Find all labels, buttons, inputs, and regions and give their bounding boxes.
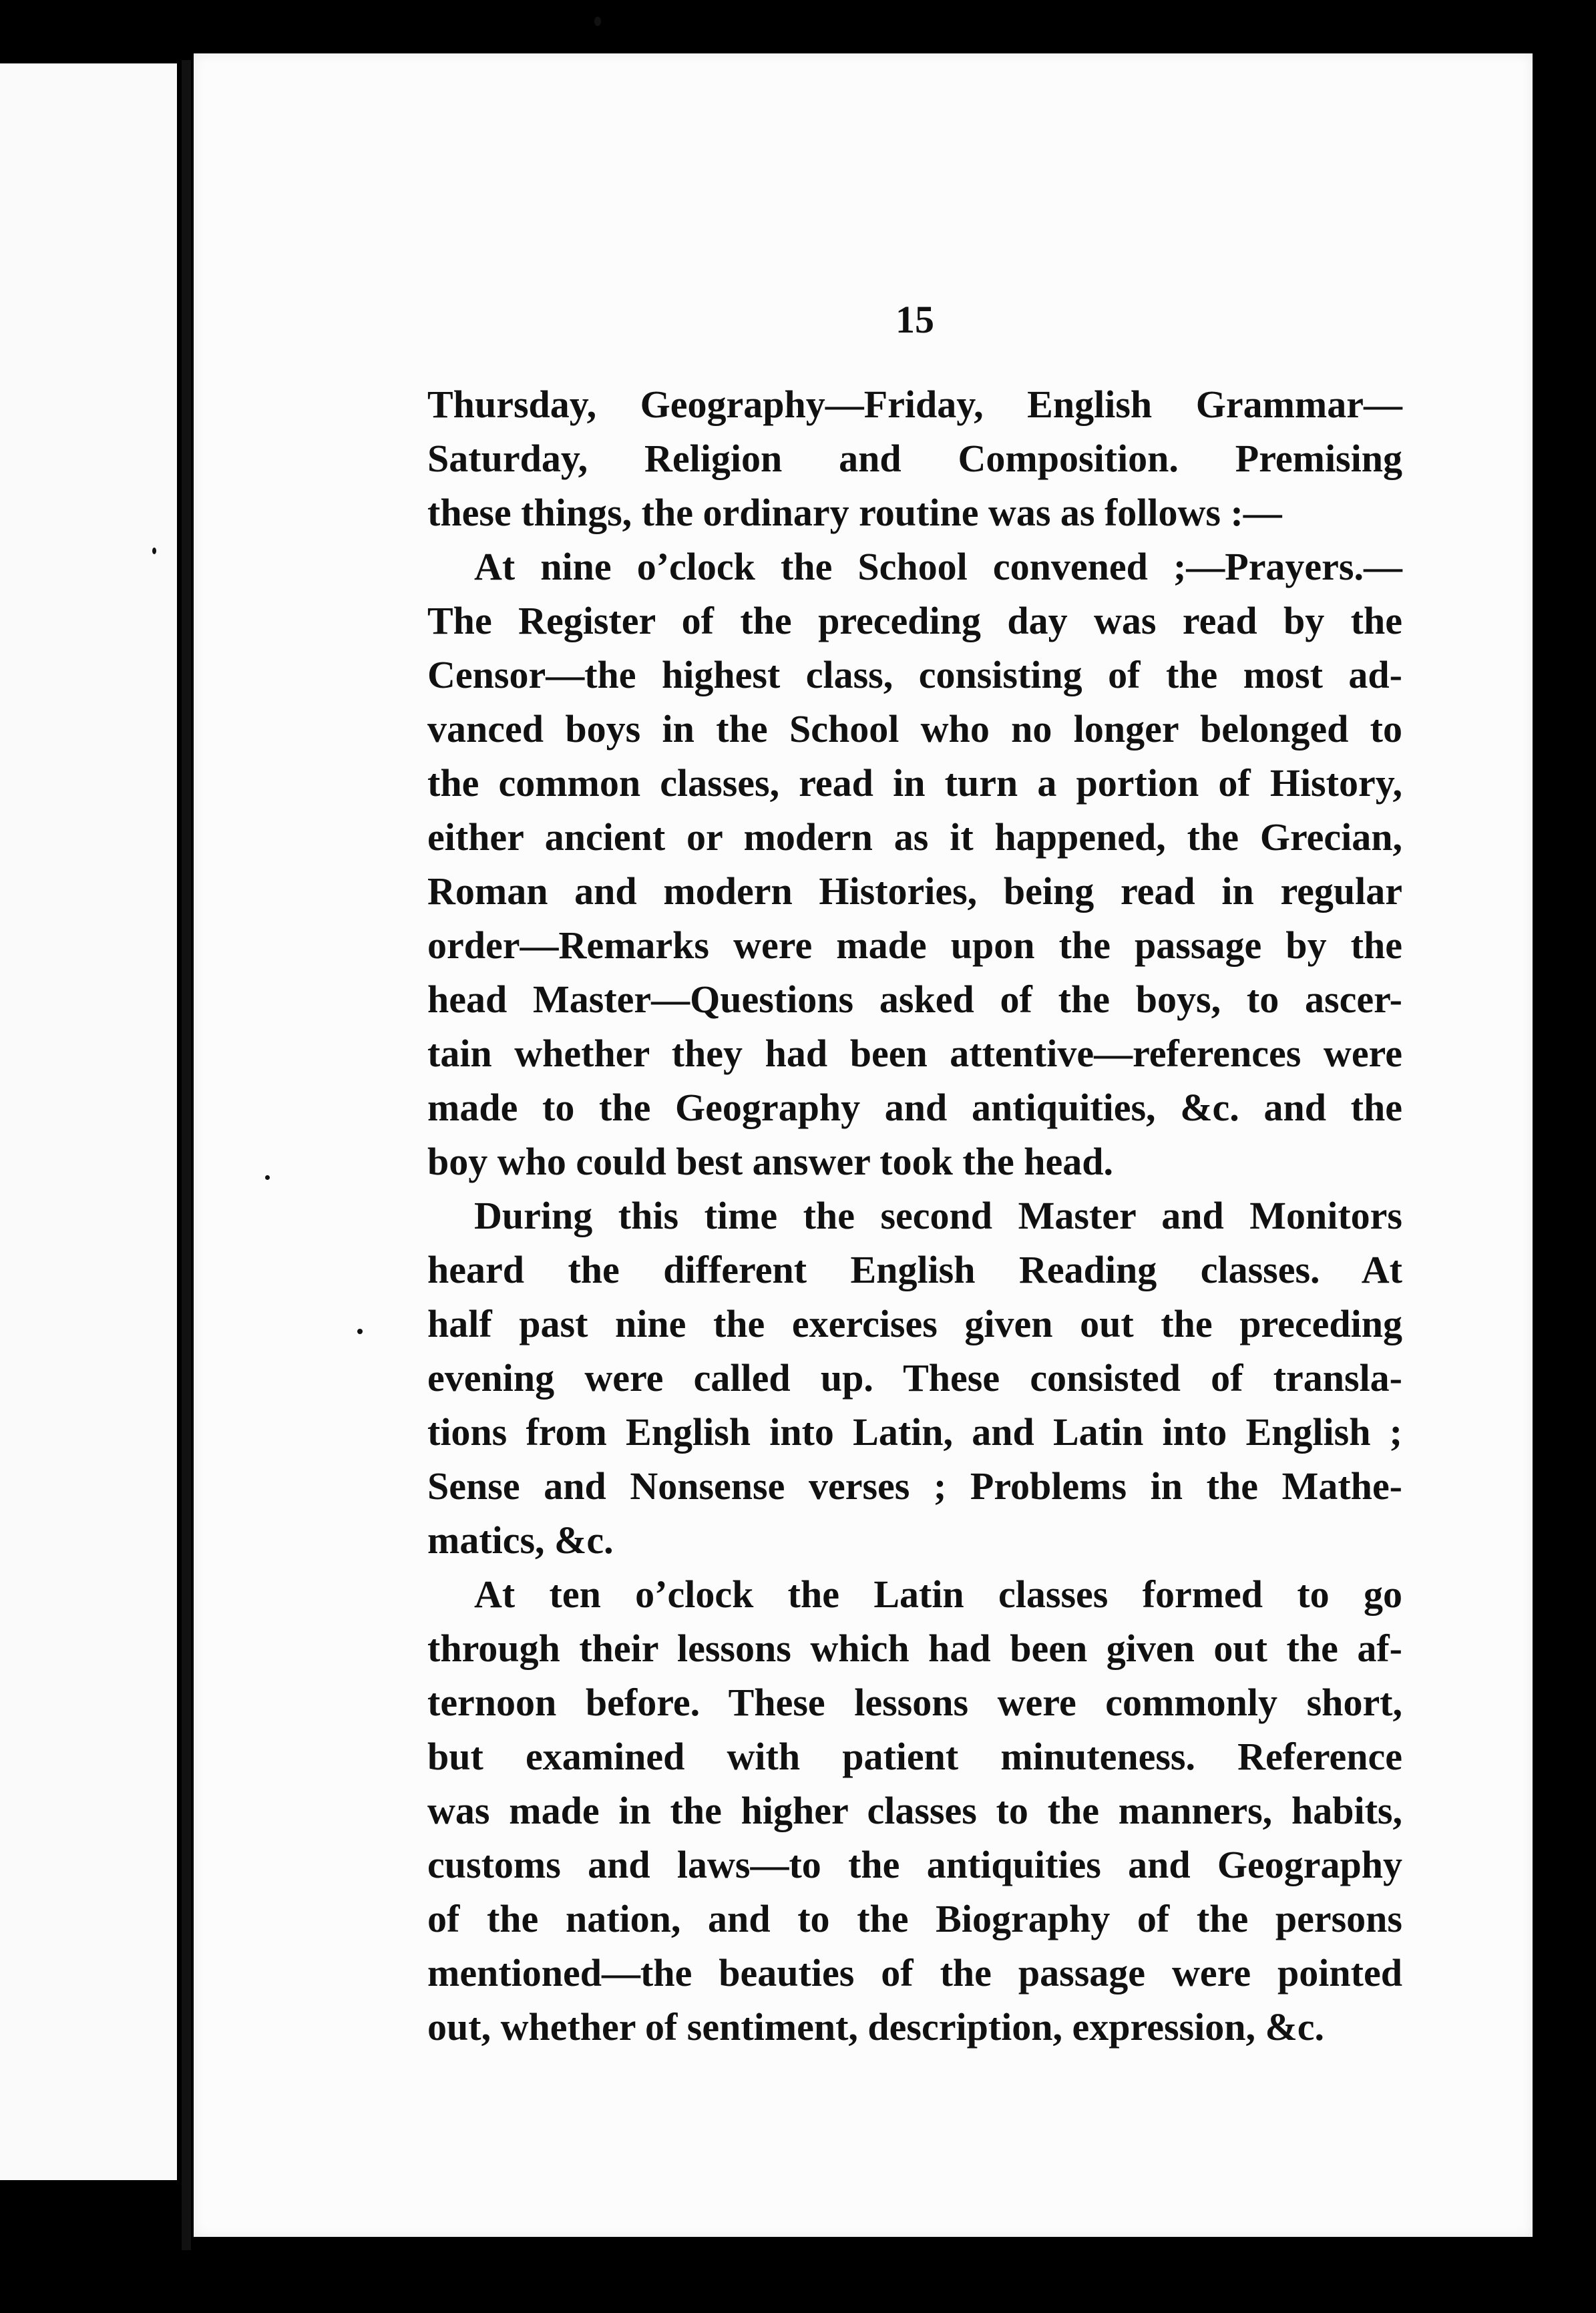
text-line: half past nine the exercises given out the preceding	[427, 1302, 1402, 1345]
text-line: either ancient or modern as it happened, the Grecian,	[427, 815, 1402, 859]
paragraph	[427, 1189, 1402, 1567]
facing-page	[0, 63, 177, 2180]
text-line: heard the different English Reading classes. At	[427, 1248, 1402, 1291]
text-line: Roman and modern Histories, being read in regular	[427, 869, 1402, 913]
text-line: tain whether they had been attentive—references were	[427, 1032, 1402, 1075]
text-line: At ten o’clock the Latin classes formed to go	[474, 1572, 1402, 1616]
text-line: The Register of the preceding day was read by the	[427, 599, 1402, 642]
text-line: Censor—the highest class, consisting of the most ad-	[427, 653, 1402, 696]
ink-speck	[357, 1329, 363, 1334]
text-line: At nine o’clock the School convened ;—Prayers.—	[474, 545, 1402, 588]
text-line: evening were called up. These consisted of transla-	[427, 1356, 1402, 1400]
text-line: through their lessons which had been given out the af-	[427, 1627, 1402, 1670]
text-line: out, whether of sentiment, description, expression, &c.	[427, 2005, 1325, 2049]
text-line: was made in the higher classes to the manners, habits,	[427, 1789, 1402, 1832]
text-line: Sense and Nonsense verses ; Problems in the Mathe-	[427, 1464, 1402, 1508]
ink-speck	[152, 548, 156, 554]
text-line: matics, &c.	[427, 1518, 614, 1562]
text-line: boy who could best answer took the head.	[427, 1140, 1113, 1183]
ink-speck	[594, 17, 601, 26]
text-line: Thursday, Geography—Friday, English Grammar—	[427, 383, 1402, 426]
body-text	[427, 377, 1402, 2054]
text-line: order—Remarks were made upon the passage by the	[427, 923, 1402, 967]
text-line: mentioned—the beauties of the passage were pointed	[427, 1951, 1402, 1994]
ink-speck	[265, 1175, 270, 1180]
text-line: made to the Geography and antiquities, &c. and the	[427, 1086, 1402, 1129]
text-line: customs and laws—to the antiquities and Geography	[427, 1843, 1402, 1886]
paragraph	[427, 1567, 1402, 2054]
page-gutter	[182, 60, 191, 2250]
text-line: the common classes, read in turn a portion of History,	[427, 761, 1402, 805]
text-line: of the nation, and to the Biography of the persons	[427, 1897, 1402, 1940]
page-number: 15	[895, 298, 934, 341]
text-line: Saturday, Religion and Composition. Premising	[427, 437, 1402, 480]
text-line: but examined with patient minuteness. Reference	[427, 1735, 1402, 1778]
text-line: vanced boys in the School who no longer belonged to	[427, 707, 1402, 751]
text-line: tions from English into Latin, and Latin into English ;	[427, 1410, 1402, 1454]
text-line: ternoon before. These lessons were commonly short,	[427, 1681, 1402, 1724]
paragraph	[427, 377, 1402, 540]
text-line: head Master—Questions asked of the boys, to ascer-	[427, 978, 1402, 1021]
text-line: During this time the second Master and Monitors	[474, 1194, 1402, 1237]
paragraph	[427, 540, 1402, 1189]
text-line: these things, the ordinary routine was as follows :—	[427, 491, 1282, 534]
